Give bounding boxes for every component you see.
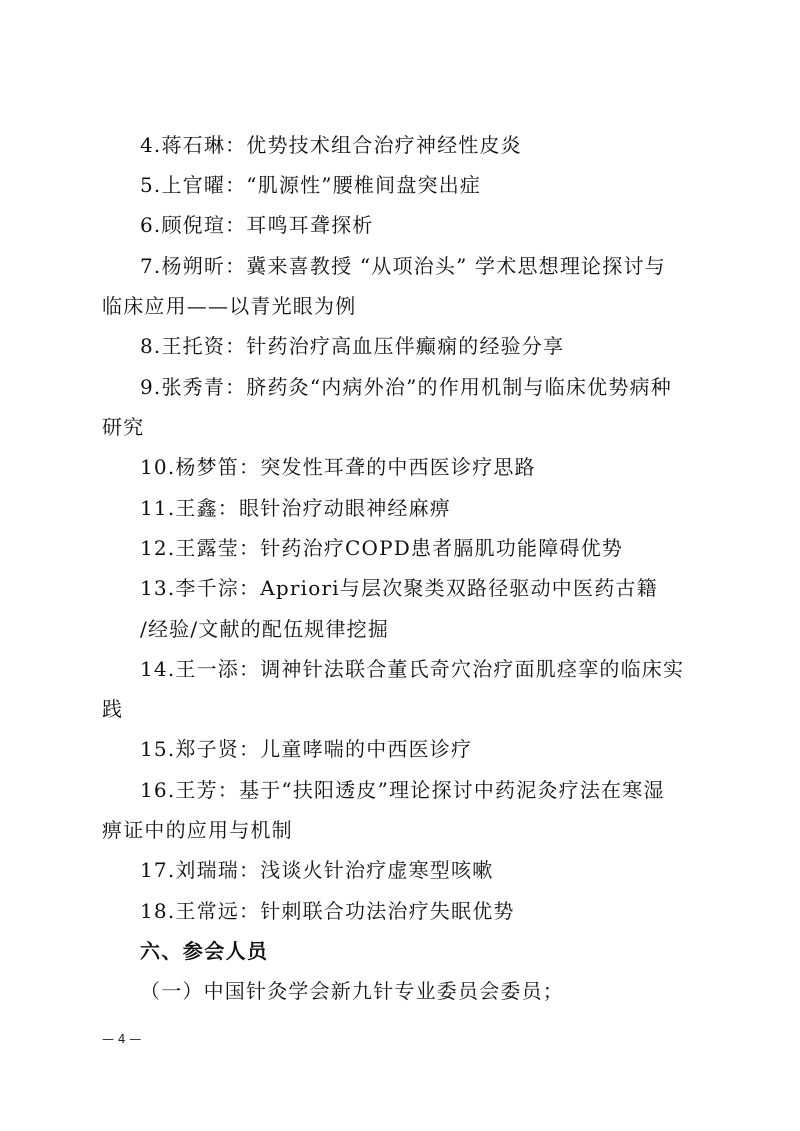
program-item-12: 12.王露莹：针药治疗COPD患者膈肌功能障碍优势 [140, 536, 623, 560]
section-heading: 六、参会人员 [140, 939, 269, 963]
subsection-members: （一）中国针灸学会新九针专业委员会委员； [140, 979, 564, 1003]
program-item-9-continued: 研究 [102, 415, 145, 439]
program-item-16: 16.王芳：基于“扶阳透皮”理论探讨中药泥灸疗法在寒湿 [140, 778, 665, 802]
program-item-14-continued: 践 [102, 697, 124, 721]
program-item-16-continued: 痹证中的应用与机制 [102, 818, 293, 842]
program-item-7-continued: 临床应用——以青光眼为例 [102, 294, 357, 318]
program-item-4: 4.蒋石琳：优势技术组合治疗神经性皮炎 [140, 133, 522, 157]
program-item-11: 11.王鑫：眼针治疗动眼神经麻痹 [140, 496, 452, 520]
program-item-9: 9.张秀青：脐药灸“内病外治”的作用机制与临床优势病种 [140, 375, 672, 399]
page-number: — 4 — [102, 1032, 142, 1046]
program-item-13: 13.李千淙：Apriori与层次聚类双路径驱动中医药古籍 [140, 576, 658, 600]
program-item-18: 18.王常远：针刺联合功法治疗失眠优势 [140, 899, 515, 923]
program-item-8: 8.王托资：针药治疗高血压伴癫痫的经验分享 [140, 334, 565, 358]
program-item-10: 10.杨梦笛：突发性耳聋的中西医诊疗思路 [140, 455, 536, 479]
program-item-14: 14.王一添：调神针法联合董氏奇穴治疗面肌痉挛的临床实 [140, 657, 685, 681]
program-item-17: 17.刘瑞瑞：浅谈火针治疗虚寒型咳嗽 [140, 858, 494, 882]
program-item-7: 7.杨朔昕：冀来喜教授 “从项治头” 学术思想理论探讨与 [140, 254, 666, 278]
program-item-15: 15.郑子贤：儿童哮喘的中西医诊疗 [140, 737, 473, 761]
program-item-5: 5.上官曜：“肌源性”腰椎间盘突出症 [140, 173, 482, 197]
program-item-13-continued: /经验/文献的配伍规律挖掘 [140, 617, 390, 641]
program-item-6: 6.顾倪瑄：耳鸣耳聋探析 [140, 213, 374, 237]
